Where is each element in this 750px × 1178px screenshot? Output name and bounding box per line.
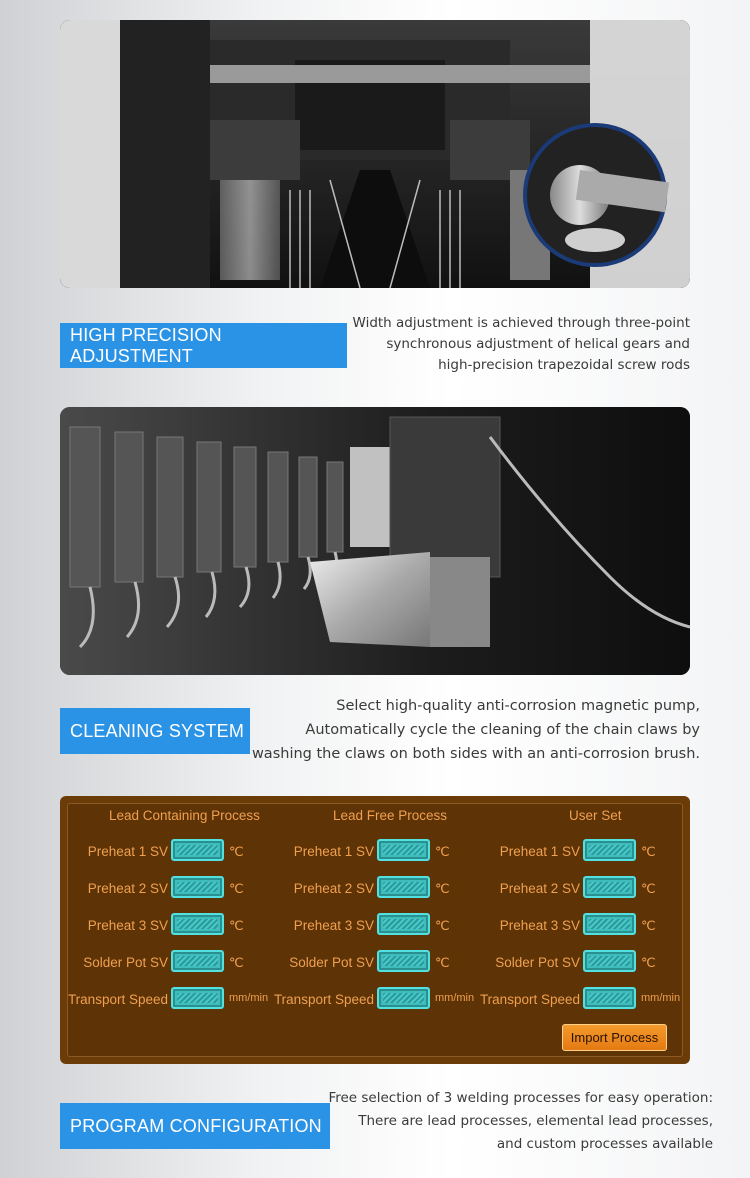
description-line: high-precision trapezoidal screw rods [438,357,690,373]
transport-speed-input[interactable] [583,987,636,1009]
preheat-2-label: Preheat 2 SV [293,881,374,896]
unit-label: ℃ [229,918,244,933]
solder-pot-label: Solder Pot SV [83,955,168,970]
solder-pot-label: Solder Pot SV [495,955,580,970]
unit-label: ℃ [435,918,450,933]
unit-label: mm/min [435,992,475,1004]
unit-label: mm/min [641,992,681,1004]
unit-label: ℃ [641,955,656,970]
process-settings-panel [60,796,690,1064]
preheat-2-input[interactable] [583,876,636,898]
column-title-lead-containing: Lead Containing Process [109,808,260,823]
preheat-1-label: Preheat 1 SV [293,844,374,859]
solder-pot-input[interactable] [377,950,430,972]
preheat-2-input[interactable] [377,876,430,898]
column-title-user-set: User Set [569,808,622,823]
description-line: Free selection of 3 welding processes for easy operation: [328,1090,713,1106]
transport-speed-input[interactable] [377,987,430,1009]
preheat-3-label: Preheat 3 SV [499,918,580,933]
transport-speed-label: Transport Speed [273,992,374,1007]
unit-label: ℃ [641,918,656,933]
preheat-3-input[interactable] [583,913,636,935]
transport-speed-label: Transport Speed [67,992,168,1007]
description-line: washing the claws on both sides with an anti-corrosion brush. [251,746,700,762]
unit-label: ℃ [229,955,244,970]
unit-label: ℃ [435,955,450,970]
unit-label: mm/min [229,992,269,1004]
cleaning-system-photo [60,407,690,675]
solder-pot-input[interactable] [171,950,224,972]
preheat-2-label: Preheat 2 SV [87,881,168,896]
preheat-3-label: Preheat 3 SV [293,918,374,933]
unit-label: ℃ [641,881,656,896]
preheat-3-input[interactable] [171,913,224,935]
preheat-1-input[interactable] [171,839,224,861]
column-title-lead-free: Lead Free Process [333,808,448,823]
preheat-1-input[interactable] [583,839,636,861]
description-line: Automatically cycle the cleaning of the chain claws by [305,722,700,738]
description-line: synchronous adjustment of helical gears and [386,336,690,352]
high-precision-adjustment-tag: HIGH PRECISION ADJUSTMENT [60,323,347,368]
preheat-1-label: Preheat 1 SV [499,844,580,859]
import-process-button[interactable]: Import Process [562,1024,667,1051]
transport-speed-input[interactable] [171,987,224,1009]
unit-label: ℃ [229,844,244,859]
preheat-1-input[interactable] [377,839,430,861]
cleaning-system-tag: CLEANING SYSTEM [60,708,250,754]
unit-label: ℃ [435,881,450,896]
solder-pot-label: Solder Pot SV [289,955,374,970]
preheat-2-input[interactable] [171,876,224,898]
unit-label: ℃ [229,881,244,896]
unit-label: ℃ [641,844,656,859]
transport-speed-label: Transport Speed [479,992,580,1007]
preheat-3-label: Preheat 3 SV [87,918,168,933]
unit-label: ℃ [435,844,450,859]
preheat-2-label: Preheat 2 SV [499,881,580,896]
description-line: Width adjustment is achieved through three-point [352,315,690,331]
program-configuration-description [328,1087,713,1156]
width-adjustment-photo [60,20,690,288]
description-line: Select high-quality anti-corrosion magnetic pump, [336,698,700,714]
high-precision-adjustment-description [353,313,690,376]
description-line: There are lead processes, elemental lead processes, [358,1113,713,1129]
cleaning-system-description [252,694,700,766]
solder-pot-input[interactable] [583,950,636,972]
preheat-3-input[interactable] [377,913,430,935]
description-line: and custom processes available [496,1136,713,1152]
program-configuration-tag: PROGRAM CONFIGURATION [60,1103,330,1149]
preheat-1-label: Preheat 1 SV [87,844,168,859]
